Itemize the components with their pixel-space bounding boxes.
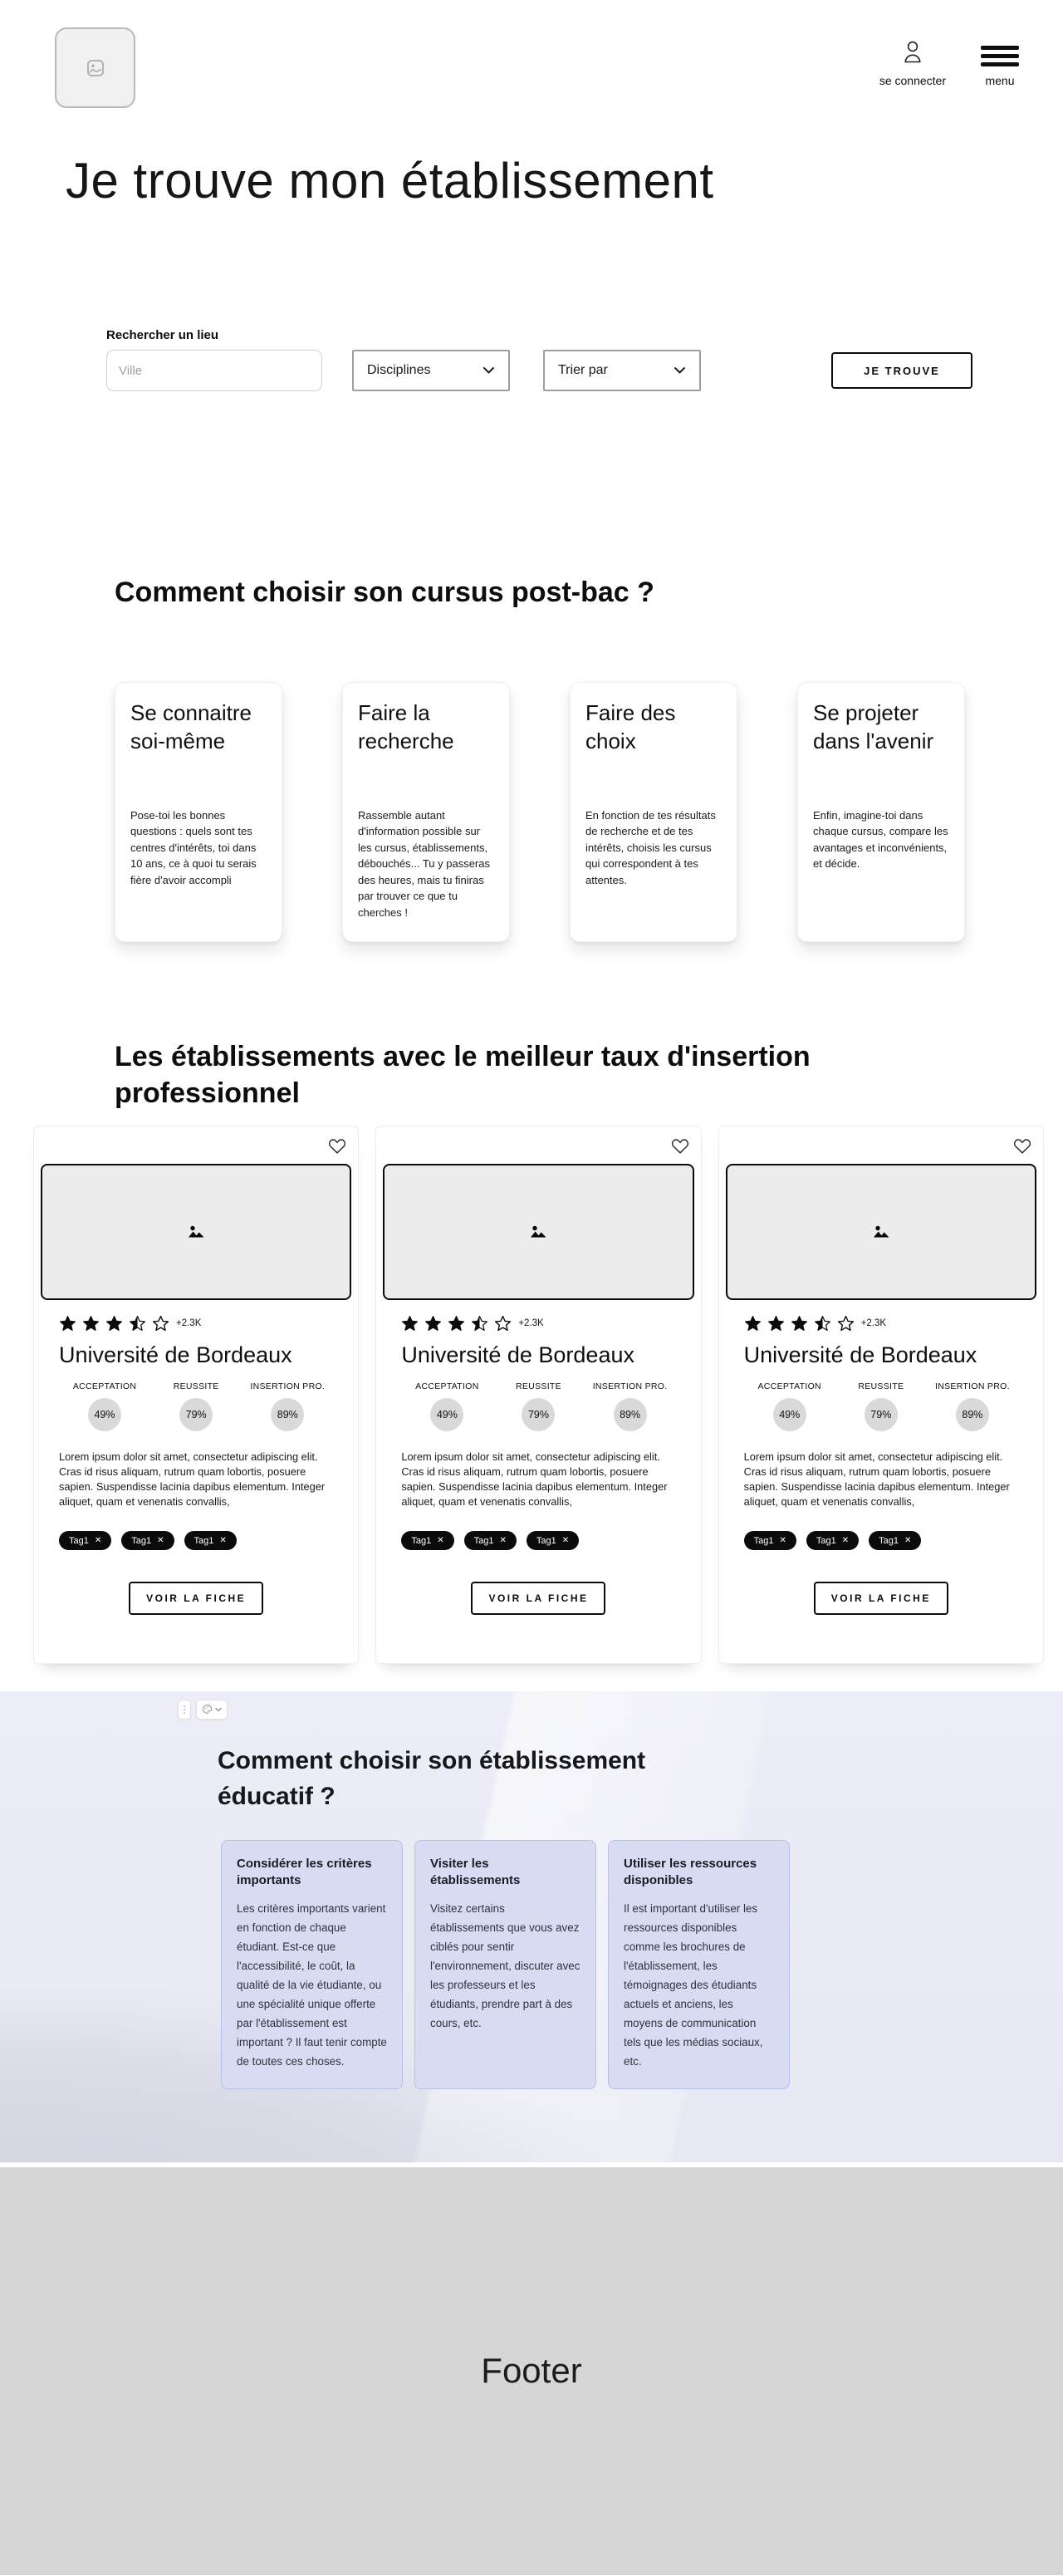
tag-chip[interactable] xyxy=(401,1531,453,1550)
tags-row xyxy=(744,1531,1018,1550)
guide-card xyxy=(608,1840,790,2089)
stat-value-badge: 89% xyxy=(956,1398,989,1431)
rating-count: +2.3K xyxy=(860,1317,887,1328)
rating-count: +2.3K xyxy=(518,1317,544,1328)
close-icon[interactable]: ✕ xyxy=(499,1536,507,1546)
sort-select-label: Trier par xyxy=(558,363,608,377)
favorite-heart-icon[interactable] xyxy=(1013,1136,1031,1155)
star-empty-icon xyxy=(494,1315,512,1332)
tag-chip[interactable] xyxy=(184,1531,237,1550)
tags-row xyxy=(401,1531,675,1550)
tag-label: Tag1 xyxy=(536,1535,556,1546)
stat-value-badge: 49% xyxy=(430,1398,463,1431)
cursus-section xyxy=(0,575,1063,942)
tag-chip[interactable] xyxy=(744,1531,796,1550)
tag-label: Tag1 xyxy=(411,1535,432,1546)
search-submit-button[interactable]: JE TROUVE xyxy=(831,352,972,389)
guide-section xyxy=(0,1691,1063,2162)
footer xyxy=(0,2167,1063,2575)
cursus-card[interactable] xyxy=(570,682,737,942)
theme-palette-button[interactable] xyxy=(196,1700,228,1720)
image-placeholder-icon xyxy=(869,1221,894,1243)
guide-card-body: Visitez certains établissements que vous avez ciblés pour sentir l'environnement, discuter avec les professeurs et les étudiants, prendre part à des cours, etc. xyxy=(430,1902,580,2030)
menu-button[interactable] xyxy=(981,46,1019,87)
establishments-section xyxy=(0,1039,1063,1664)
establishment-name: Université de Bordeaux xyxy=(743,1342,977,1367)
tag-label: Tag1 xyxy=(473,1535,494,1546)
stat-label: INSERTION PRO. xyxy=(935,1381,1010,1391)
establishment-description: Lorem ipsum dolor sit amet, consectetur adipiscing elit. Cras id risus aliquam, rutrum quam lobortis, posuere sapien. Suspendisse lacinia dapibus elementum. Integer aliquet, quam et venenatis convallis, xyxy=(59,1450,326,1509)
establishments-section-title: Les établissements avec le meilleur taux d'insertion professionnel xyxy=(115,1040,811,1109)
guide-card-title: Utiliser les ressources disponibles xyxy=(624,1856,757,1887)
search-section xyxy=(0,328,1063,391)
header xyxy=(0,0,1063,113)
view-details-button[interactable]: VOIR LA FICHE xyxy=(814,1582,948,1615)
star-filled-icon xyxy=(767,1315,785,1332)
user-icon xyxy=(900,40,925,68)
login-label: se connecter xyxy=(879,74,946,87)
chevron-down-icon xyxy=(674,366,686,375)
tag-chip[interactable] xyxy=(464,1531,517,1550)
image-placeholder-icon xyxy=(86,58,105,78)
stat-label: INSERTION PRO. xyxy=(250,1381,326,1391)
view-details-button[interactable]: VOIR LA FICHE xyxy=(471,1582,605,1615)
logo[interactable] xyxy=(55,27,135,108)
close-icon[interactable]: ✕ xyxy=(904,1536,912,1546)
cursus-card-title: Faire la recherche xyxy=(358,699,454,753)
cursus-card-body: Pose-toi les bonnes questions : quels sont tes centres d'intérêts, toi dans 10 ans, ce à quoi tu serais fière d'avoir accompli xyxy=(130,808,257,886)
close-icon[interactable]: ✕ xyxy=(779,1536,786,1546)
stat-value-badge: 79% xyxy=(522,1398,555,1431)
star-filled-icon xyxy=(401,1315,419,1332)
sort-select[interactable] xyxy=(543,350,701,391)
stat-label: ACCEPTATION xyxy=(72,1381,137,1391)
cursus-card-body: En fonction de tes résultats de recherche et de tes intérêts, choisis les cursus qui correspondent à tes attentes. xyxy=(585,808,716,886)
star-half-icon xyxy=(814,1315,831,1332)
establishment-image-placeholder xyxy=(41,1164,351,1300)
rating-count: +2.3K xyxy=(176,1317,202,1328)
stat-label: ACCEPTATION xyxy=(415,1381,479,1391)
tag-label: Tag1 xyxy=(816,1535,836,1546)
establishment-description: Lorem ipsum dolor sit amet, consectetur adipiscing elit. Cras id risus aliquam, rutrum quam lobortis, posuere sapien. Suspendisse lacinia dapibus elementum. Integer aliquet, quam et venenatis convallis, xyxy=(743,1450,1010,1509)
tag-label: Tag1 xyxy=(131,1535,152,1546)
star-filled-icon xyxy=(59,1315,76,1332)
guide-card xyxy=(414,1840,596,2089)
close-icon[interactable]: ✕ xyxy=(94,1536,102,1546)
close-icon[interactable]: ✕ xyxy=(841,1536,850,1546)
establishment-image-placeholder xyxy=(726,1164,1036,1300)
establishment-card xyxy=(33,1126,359,1664)
palette-icon xyxy=(202,1704,213,1715)
guide-card-body: Les critères importants varient en fonction de chaque étudiant. Est-ce que l'accessibilité, le coût, la qualité de la vie étudiante, ou une spécialité unique offerte par l'établissement est important ? Il faut tenir compte de toutes ces choses. xyxy=(237,1902,387,2068)
tag-label: Tag1 xyxy=(193,1535,214,1546)
stats-row xyxy=(744,1381,1018,1431)
stat-label: INSERTION PRO. xyxy=(592,1381,668,1391)
stat-label: REUSSITE xyxy=(516,1381,561,1391)
disciplines-select-label: Disciplines xyxy=(367,363,431,377)
cursus-card[interactable] xyxy=(797,682,965,942)
establishment-name: Université de Bordeaux xyxy=(59,1342,292,1367)
star-filled-icon xyxy=(791,1315,808,1332)
image-placeholder-icon xyxy=(526,1221,551,1243)
tags-row xyxy=(59,1531,333,1550)
stats-row xyxy=(401,1381,675,1431)
star-filled-icon xyxy=(744,1315,762,1332)
hamburger-icon xyxy=(981,46,1019,68)
search-label: Rechercher un lieu xyxy=(106,328,219,342)
star-filled-icon xyxy=(105,1315,123,1332)
rating xyxy=(59,1315,333,1332)
guide-card-title: Considérer les critères importants xyxy=(237,1856,372,1887)
star-empty-icon xyxy=(152,1315,169,1332)
guide-card-title: Visiter les établissements xyxy=(430,1856,521,1887)
close-icon[interactable]: ✕ xyxy=(561,1536,570,1546)
star-half-icon xyxy=(471,1315,488,1332)
page-title: Je trouve mon établissement xyxy=(66,153,714,209)
stat-label: REUSSITE xyxy=(858,1381,904,1391)
tag-label: Tag1 xyxy=(69,1535,89,1546)
guide-card-body: Il est important d'utiliser les ressources disponibles comme les brochures de l'établissement, les témoignages des étudiants actuels et anciens, les moyens de communication tels que les médias sociaux, etc. xyxy=(624,1902,763,2068)
stat-label: REUSSITE xyxy=(173,1381,219,1391)
image-placeholder-icon xyxy=(184,1221,208,1243)
stat-value-badge: 49% xyxy=(88,1398,121,1431)
cursus-card-title: Se connaitre soi-même xyxy=(130,699,252,753)
stat-value-badge: 49% xyxy=(773,1398,806,1431)
stat-value-badge: 89% xyxy=(271,1398,304,1431)
tag-chip[interactable] xyxy=(59,1531,111,1550)
tag-chip[interactable] xyxy=(869,1531,921,1550)
establishment-name: Université de Bordeaux xyxy=(401,1342,634,1367)
kebab-menu-icon[interactable]: ⋮ xyxy=(178,1700,191,1720)
establishment-card xyxy=(375,1126,701,1664)
close-icon[interactable]: ✕ xyxy=(219,1536,227,1546)
city-input[interactable] xyxy=(106,350,322,391)
stat-value-badge: 89% xyxy=(614,1398,647,1431)
rating xyxy=(401,1315,675,1332)
tag-chip[interactable] xyxy=(806,1531,859,1550)
establishment-description: Lorem ipsum dolor sit amet, consectetur adipiscing elit. Cras id risus aliquam, rutrum quam lobortis, posuere sapien. Suspendisse lacinia dapibus elementum. Integer aliquet, quam et venenatis convallis, xyxy=(401,1450,668,1509)
close-icon[interactable]: ✕ xyxy=(437,1536,444,1546)
establishment-card xyxy=(718,1126,1044,1664)
chevron-down-icon xyxy=(483,366,495,375)
guide-card xyxy=(221,1840,403,2089)
cursus-card[interactable] xyxy=(115,682,282,942)
cursus-section-title: Comment choisir son cursus post-bac ? xyxy=(115,577,654,608)
tag-label: Tag1 xyxy=(879,1535,899,1546)
cursus-card-body: Rassemble autant d'information possible sur les cursus, établissements, débouchés... Tu y passeras des heures, mais tu finiras par trouver ce que tu cherches ! xyxy=(358,808,490,919)
footer-label: Footer xyxy=(481,2351,582,2391)
star-filled-icon xyxy=(424,1315,442,1332)
star-filled-icon xyxy=(82,1315,100,1332)
rating xyxy=(744,1315,1018,1332)
cursus-card[interactable] xyxy=(342,682,510,942)
cursus-card-body: Enfin, imagine-toi dans chaque cursus, compare les avantages et inconvénients, et décide. xyxy=(813,808,948,871)
cursus-card-title: Se projeter dans l'avenir xyxy=(813,699,934,753)
tag-label: Tag1 xyxy=(753,1535,774,1546)
guide-section-title: Comment choisir son établissement éducatif ? xyxy=(218,1746,646,1811)
disciplines-select[interactable] xyxy=(352,350,510,391)
favorite-heart-icon[interactable] xyxy=(671,1136,689,1155)
star-filled-icon xyxy=(448,1315,465,1332)
stat-value-badge: 79% xyxy=(865,1398,898,1431)
favorite-heart-icon[interactable] xyxy=(328,1136,346,1155)
close-icon[interactable]: ✕ xyxy=(157,1536,164,1546)
view-details-button[interactable]: VOIR LA FICHE xyxy=(129,1582,263,1615)
star-empty-icon xyxy=(837,1315,855,1332)
stat-label: ACCEPTATION xyxy=(757,1381,821,1391)
menu-label: menu xyxy=(985,74,1015,87)
establishment-image-placeholder xyxy=(383,1164,693,1300)
tag-chip[interactable] xyxy=(527,1531,579,1550)
tag-chip[interactable] xyxy=(121,1531,174,1550)
stat-value-badge: 79% xyxy=(179,1398,213,1431)
stats-row xyxy=(59,1381,333,1431)
chevron-down-icon xyxy=(215,1707,222,1712)
star-half-icon xyxy=(129,1315,146,1332)
login-button[interactable] xyxy=(879,40,946,87)
cursus-card-title: Faire des choix xyxy=(585,699,676,753)
